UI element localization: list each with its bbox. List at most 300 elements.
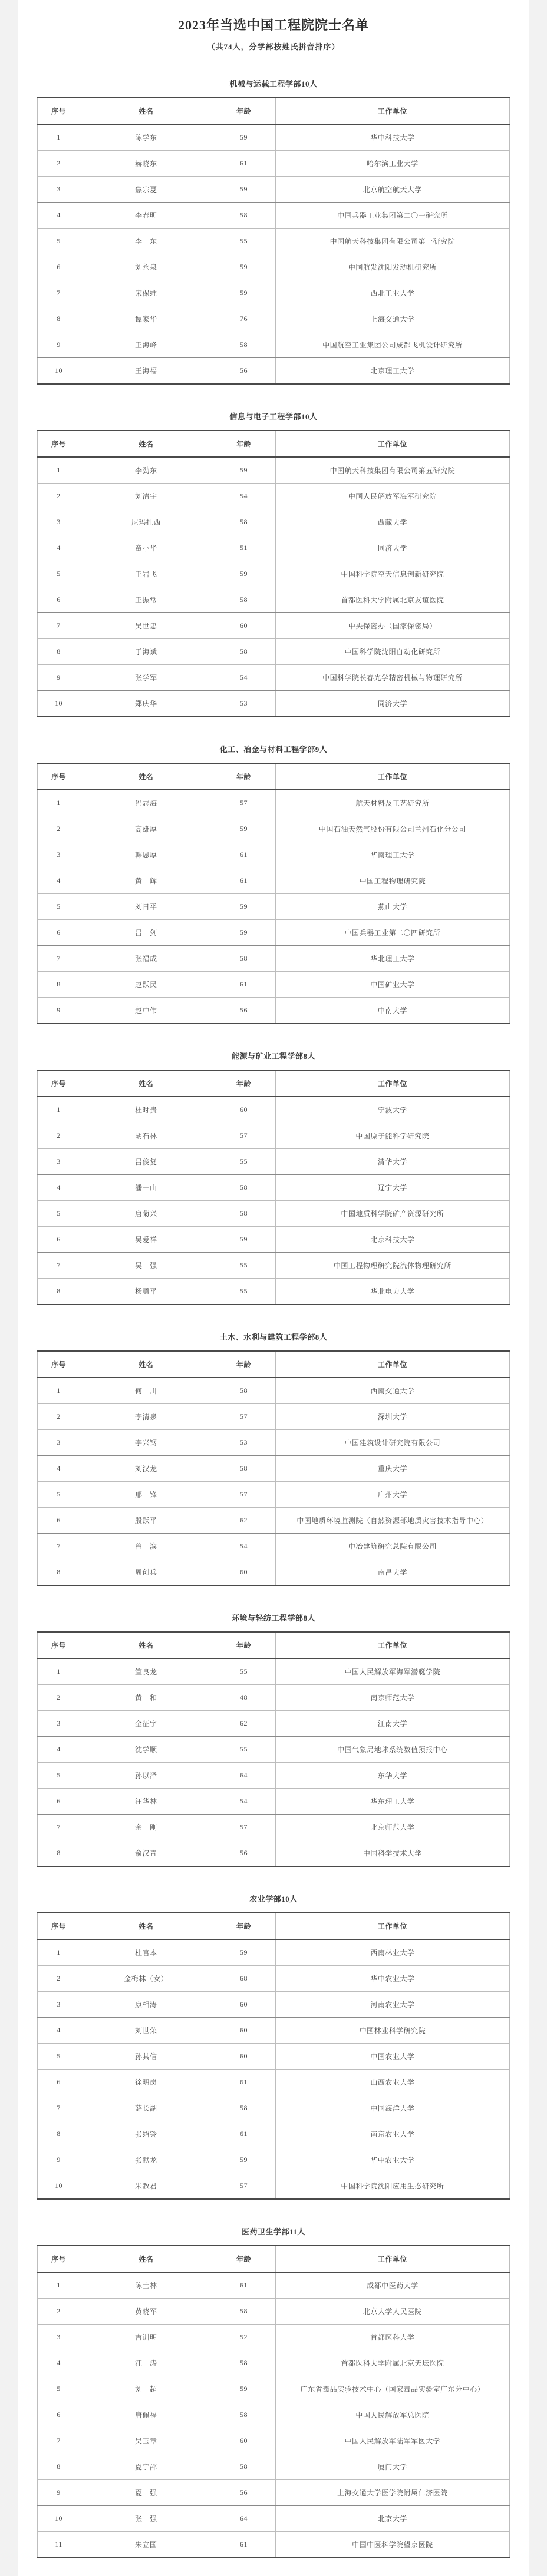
cell-name: 夏宁邵 [80,2454,212,2480]
cell-workunit: 中国原子能科学研究院 [275,1123,509,1149]
cell-age: 58 [212,1175,275,1201]
cell-name: 杜时贵 [80,1097,212,1123]
cell-name: 宋保维 [80,280,212,306]
cell-index: 7 [38,1815,80,1840]
department-heading: 农业学部10人 [249,1895,298,1903]
column-header: 姓名 [80,1351,212,1378]
cell-index: 8 [38,2121,80,2147]
cell-index: 10 [38,2173,80,2200]
table-row [38,1456,510,1482]
cell-workunit: 厦门大学 [275,2454,509,2480]
table-row [38,254,510,280]
cell-workunit: 清华大学 [275,1149,509,1175]
cell-age: 61 [212,2532,275,2558]
cell-workunit: 北京科技大学 [275,1227,509,1253]
cell-workunit: 中国人民解放军海军潜艇学院 [275,1658,509,1685]
table-header-row [38,1913,510,1939]
column-header: 工作单位 [275,1632,509,1658]
cell-name: 童小华 [80,535,212,561]
column-header: 工作单位 [275,2246,509,2272]
cell-workunit: 中国航空工业集团公司成都飞机设计研究所 [275,332,509,358]
cell-workunit: 中国地质环境监测院（自然资源部地质灾害技术指导中心） [275,1508,509,1534]
table-row [38,124,510,151]
cell-age: 58 [212,2402,275,2428]
table-row [38,1378,510,1404]
cell-workunit: 首都医科大学 [275,2325,509,2350]
cell-index: 6 [38,587,80,613]
cell-age: 57 [212,1123,275,1149]
table-row [38,790,510,816]
cell-index: 5 [38,1201,80,1227]
sections-container [18,78,529,2558]
cell-name: 沈学顺 [80,1737,212,1763]
table-row [38,2350,510,2376]
cell-index: 3 [38,509,80,535]
cell-workunit: 华中农业大学 [275,1966,509,1992]
table-row [38,2402,510,2428]
table-row [38,1840,510,1867]
cell-age: 61 [212,151,275,177]
table-row [38,665,510,691]
cell-name: 朱立国 [80,2532,212,2558]
cell-age: 64 [212,1763,275,1789]
column-header: 年龄 [212,2246,275,2272]
table-header-row [38,1070,510,1097]
page-subtitle: （共74人，分学部按姓氏拼音排序） [207,42,340,51]
cell-age: 55 [212,1658,275,1685]
cell-age: 58 [212,2454,275,2480]
cell-name: 汪华林 [80,1789,212,1815]
table-row [38,998,510,1024]
cell-workunit: 同济大学 [275,535,509,561]
column-header: 年龄 [212,1632,275,1658]
cell-age: 48 [212,1685,275,1711]
table-row [38,151,510,177]
roster-table [37,1350,510,1586]
table-row [38,946,510,972]
column-header: 序号 [38,1070,80,1097]
cell-name: 刘汉龙 [80,1456,212,1482]
cell-workunit: 中国地质科学院矿产资源研究所 [275,1201,509,1227]
cell-index: 6 [38,254,80,280]
cell-age: 60 [212,1992,275,2018]
cell-index: 5 [38,1482,80,1508]
cell-workunit: 中国海洋大学 [275,2095,509,2121]
cell-age: 54 [212,665,275,691]
table-row [38,2173,510,2200]
cell-age: 56 [212,1840,275,1867]
cell-workunit: 燕山大学 [275,894,509,920]
department-heading: 信息与电子工程学部10人 [229,412,318,421]
roster-table [37,430,510,717]
table-row [38,561,510,587]
cell-workunit: 华北理工大学 [275,946,509,972]
cell-age: 54 [212,1534,275,1559]
document-page [18,0,529,2576]
column-header: 年龄 [212,98,275,124]
table-row [38,587,510,613]
table-row [38,177,510,203]
table-row [38,535,510,561]
cell-name: 王岩飞 [80,561,212,587]
cell-index: 6 [38,920,80,946]
column-header: 序号 [38,763,80,790]
cell-index: 2 [38,2299,80,2325]
cell-age: 58 [212,946,275,972]
cell-age: 57 [212,1404,275,1430]
roster-table [37,763,510,1024]
cell-index: 1 [38,2272,80,2299]
table-row [38,1789,510,1815]
department-section [18,2226,529,2558]
table-row [38,358,510,385]
cell-name: 高雄厚 [80,816,212,842]
cell-name: 谭家华 [80,306,212,332]
department-heading: 化工、冶金与材料工程学部9人 [219,745,328,754]
column-header: 序号 [38,431,80,457]
cell-name: 吕俊复 [80,1149,212,1175]
cell-workunit: 航天材料及工艺研究所 [275,790,509,816]
cell-name: 黄 辉 [80,868,212,894]
cell-name: 王海福 [80,358,212,385]
table-row [38,2480,510,2506]
cell-name: 刘永泉 [80,254,212,280]
cell-name: 吕 剑 [80,920,212,946]
cell-name: 黄晓军 [80,2299,212,2325]
column-header: 年龄 [212,763,275,790]
cell-index: 7 [38,280,80,306]
cell-index: 5 [38,229,80,254]
cell-name: 夏 强 [80,2480,212,2506]
cell-workunit: 宁波大学 [275,1097,509,1123]
cell-index: 2 [38,1404,80,1430]
department-section [18,1612,529,1867]
cell-workunit: 北京师范大学 [275,1815,509,1840]
cell-workunit: 东华大学 [275,1763,509,1789]
cell-workunit: 中国科学院沈阳应用生态研究所 [275,2173,509,2200]
cell-name: 张献龙 [80,2147,212,2173]
cell-name: 余 刚 [80,1815,212,1840]
table-header-row [38,98,510,124]
column-header: 姓名 [80,1070,212,1097]
cell-age: 59 [212,124,275,151]
cell-name: 张学军 [80,665,212,691]
cell-workunit: 中国兵器工业集团第二〇一研究所 [275,203,509,229]
table-row [38,1508,510,1534]
cell-age: 60 [212,1559,275,1586]
cell-workunit: 华东理工大学 [275,1789,509,1815]
table-row [38,2272,510,2299]
cell-workunit: 首都医科大学附属北京天坛医院 [275,2350,509,2376]
table-row [38,842,510,868]
cell-name: 赵跃民 [80,972,212,998]
cell-index: 8 [38,1279,80,1305]
table-row [38,2532,510,2558]
cell-name: 杨勇平 [80,1279,212,1305]
cell-index: 1 [38,1658,80,1685]
cell-age: 59 [212,254,275,280]
cell-age: 55 [212,1253,275,1279]
cell-age: 56 [212,998,275,1024]
cell-name: 孙其信 [80,2044,212,2070]
roster-table [37,1912,510,2200]
cell-workunit: 北京理工大学 [275,358,509,385]
table-row [38,2018,510,2044]
column-header: 年龄 [212,431,275,457]
roster-table [37,1070,510,1305]
cell-index: 3 [38,2325,80,2350]
cell-workunit: 成都中医药大学 [275,2272,509,2299]
cell-name: 赫晓东 [80,151,212,177]
cell-index: 3 [38,842,80,868]
cell-index: 8 [38,1559,80,1586]
department-heading: 机械与运载工程学部10人 [229,80,318,88]
cell-name: 王振常 [80,587,212,613]
column-header: 工作单位 [275,431,509,457]
cell-index: 2 [38,816,80,842]
table-row [38,1939,510,1966]
cell-name: 尼玛扎西 [80,509,212,535]
table-row [38,2044,510,2070]
cell-index: 6 [38,2402,80,2428]
cell-workunit: 山西农业大学 [275,2070,509,2095]
cell-index: 6 [38,2070,80,2095]
column-header: 姓名 [80,1913,212,1939]
cell-name: 陈学东 [80,124,212,151]
cell-age: 62 [212,1508,275,1534]
cell-workunit: 南昌大学 [275,1559,509,1586]
cell-name: 刘 超 [80,2376,212,2402]
cell-index: 2 [38,151,80,177]
column-header: 姓名 [80,1632,212,1658]
cell-age: 58 [212,587,275,613]
column-header: 工作单位 [275,1070,509,1097]
cell-index: 4 [38,535,80,561]
table-row [38,1097,510,1123]
cell-workunit: 中国航天科技集团有限公司第一研究院 [275,229,509,254]
table-row [38,457,510,484]
cell-index: 1 [38,1097,80,1123]
cell-name: 薛长湖 [80,2095,212,2121]
table-row [38,229,510,254]
cell-name: 冯志海 [80,790,212,816]
cell-age: 59 [212,280,275,306]
cell-workunit: 辽宁大学 [275,1175,509,1201]
cell-index: 9 [38,2480,80,2506]
cell-name: 殷跃平 [80,1508,212,1534]
cell-index: 7 [38,1534,80,1559]
cell-workunit: 中国科学院空天信息创新研究院 [275,561,509,587]
cell-age: 68 [212,1966,275,1992]
cell-workunit: 北京航空航天大学 [275,177,509,203]
cell-name: 俞汉青 [80,1840,212,1867]
cell-name: 吴世忠 [80,613,212,639]
cell-name: 张绍铃 [80,2121,212,2147]
table-row [38,2121,510,2147]
department-section [18,1331,529,1586]
cell-age: 59 [212,2376,275,2402]
cell-age: 57 [212,1482,275,1508]
cell-workunit: 西南林业大学 [275,1939,509,1966]
cell-name: 曾 滨 [80,1534,212,1559]
cell-index: 2 [38,1685,80,1711]
cell-age: 59 [212,1939,275,1966]
cell-name: 吴 强 [80,1253,212,1279]
table-row [38,332,510,358]
table-header-row [38,1351,510,1378]
cell-index: 4 [38,2350,80,2376]
department-heading: 环境与轻纺工程学部8人 [231,1614,315,1623]
cell-index: 7 [38,1253,80,1279]
cell-age: 58 [212,509,275,535]
cell-workunit: 中国石油天然气股份有限公司兰州石化分公司 [275,816,509,842]
table-row [38,1404,510,1430]
cell-index: 7 [38,2095,80,2121]
cell-workunit: 中国科学技术大学 [275,1840,509,1867]
column-header: 工作单位 [275,98,509,124]
cell-index: 1 [38,1378,80,1404]
department-heading: 土木、水利与建筑工程学部8人 [219,1333,328,1342]
cell-index: 3 [38,177,80,203]
table-row [38,1966,510,1992]
cell-index: 8 [38,972,80,998]
cell-age: 58 [212,1201,275,1227]
cell-index: 5 [38,2044,80,2070]
roster-table [37,2245,510,2558]
table-header-row [38,1632,510,1658]
cell-name: 周创兵 [80,1559,212,1586]
cell-workunit: 中央保密办（国家保密局） [275,613,509,639]
department-section [18,410,529,717]
cell-age: 60 [212,613,275,639]
table-row [38,1175,510,1201]
cell-workunit: 华中农业大学 [275,2147,509,2173]
cell-name: 李 东 [80,229,212,254]
table-row [38,613,510,639]
cell-workunit: 中国工程物理研究院流体物理研究所 [275,1253,509,1279]
table-header-row [38,431,510,457]
table-row [38,1711,510,1737]
cell-age: 58 [212,332,275,358]
cell-age: 59 [212,2147,275,2173]
table-row [38,1737,510,1763]
table-row [38,2299,510,2325]
cell-index: 6 [38,1227,80,1253]
cell-workunit: 同济大学 [275,691,509,717]
cell-name: 孙以泽 [80,1763,212,1789]
department-section [18,1893,529,2200]
cell-name: 李清泉 [80,1404,212,1430]
table-header-row [38,2246,510,2272]
cell-workunit: 广东省毒品实验技术中心（国家毒品实验室广东分中心） [275,2376,509,2402]
cell-index: 6 [38,1508,80,1534]
table-row [38,1482,510,1508]
cell-name: 唐佩福 [80,2402,212,2428]
table-row [38,1534,510,1559]
table-row [38,1227,510,1253]
cell-workunit: 中国农业大学 [275,2044,509,2070]
cell-workunit: 中国航天科技集团有限公司第五研究院 [275,457,509,484]
cell-age: 53 [212,1430,275,1456]
cell-workunit: 中国人民解放军海军研究院 [275,484,509,509]
cell-workunit: 河南农业大学 [275,1992,509,2018]
cell-age: 56 [212,2480,275,2506]
cell-name: 朱教君 [80,2173,212,2200]
cell-age: 61 [212,2272,275,2299]
table-row [38,1279,510,1305]
table-row [38,203,510,229]
table-row [38,1430,510,1456]
cell-name: 韩恩厚 [80,842,212,868]
table-row [38,1763,510,1789]
cell-name: 吉训明 [80,2325,212,2350]
cell-index: 3 [38,1149,80,1175]
table-row [38,2454,510,2480]
table-row [38,639,510,665]
cell-workunit: 中国兵器工业第二〇四研究所 [275,920,509,946]
column-header: 姓名 [80,763,212,790]
department-section [18,78,529,385]
table-row [38,1149,510,1175]
cell-index: 8 [38,639,80,665]
cell-age: 51 [212,535,275,561]
cell-name: 李春明 [80,203,212,229]
column-header: 年龄 [212,1913,275,1939]
cell-workunit: 华南理工大学 [275,842,509,868]
cell-index: 4 [38,1175,80,1201]
cell-workunit: 中国林业科学研究院 [275,2018,509,2044]
column-header: 年龄 [212,1070,275,1097]
cell-workunit: 北京大学 [275,2506,509,2532]
table-row [38,2070,510,2095]
cell-workunit: 西北工业大学 [275,280,509,306]
table-header-row [38,763,510,790]
cell-name: 康相涛 [80,1992,212,2018]
cell-age: 57 [212,2173,275,2200]
cell-age: 55 [212,1737,275,1763]
cell-index: 9 [38,665,80,691]
column-header: 年龄 [212,1351,275,1378]
roster-table [37,1631,510,1867]
cell-index: 5 [38,894,80,920]
cell-workunit: 中国中医科学院望京医院 [275,2532,509,2558]
cell-age: 55 [212,229,275,254]
cell-index: 1 [38,790,80,816]
roster-table [37,97,510,385]
department-heading: 医药卫生学部11人 [242,2227,305,2236]
cell-index: 1 [38,124,80,151]
cell-name: 金梅林（女） [80,1966,212,1992]
cell-age: 60 [212,1097,275,1123]
cell-workunit: 南京师范大学 [275,1685,509,1711]
cell-name: 张福成 [80,946,212,972]
table-row [38,816,510,842]
cell-workunit: 华中科技大学 [275,124,509,151]
cell-name: 黄 和 [80,1685,212,1711]
cell-name: 王海峰 [80,332,212,358]
cell-age: 55 [212,1279,275,1305]
cell-age: 61 [212,2121,275,2147]
cell-age: 59 [212,920,275,946]
cell-name: 李兴钢 [80,1430,212,1456]
table-row [38,2147,510,2173]
department-section [18,1050,529,1305]
table-row [38,306,510,332]
cell-workunit: 中国科学院长春光学精密机械与物理研究所 [275,665,509,691]
cell-name: 吴玉章 [80,2428,212,2454]
cell-workunit: 中国建筑设计研究院有限公司 [275,1430,509,1456]
cell-age: 60 [212,2044,275,2070]
